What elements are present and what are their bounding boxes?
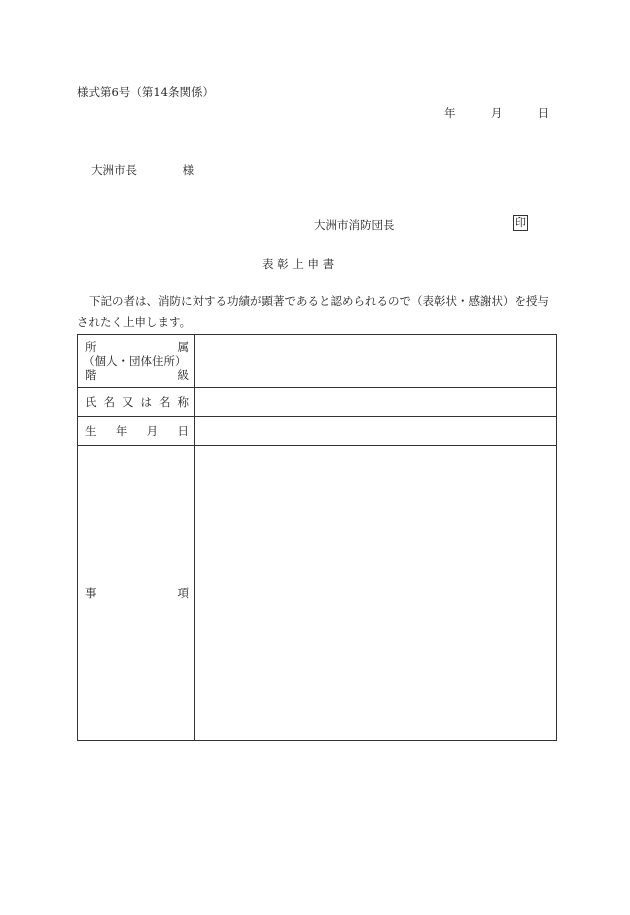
matters-label — [78, 446, 195, 741]
birthdate-label — [78, 417, 195, 446]
affiliation-label-left2: 階 — [85, 368, 97, 382]
body-text: 下記の者は、消防に対する功績が顕著であると認められるので（表彰状・感謝状）を授与されたく上申します。 — [77, 294, 549, 329]
document-title: 表 彰 上 申 書 — [262, 257, 335, 271]
name-label-char: は — [140, 395, 152, 409]
table-row-name — [78, 388, 557, 417]
matters-value-cell[interactable] — [195, 446, 557, 741]
name-value-cell[interactable] — [195, 388, 557, 417]
affiliation-value-cell[interactable] — [195, 335, 557, 388]
name-label-char: 又 — [122, 395, 134, 409]
affiliation-label — [78, 335, 195, 388]
date-day: 日 — [537, 106, 550, 120]
affiliation-label-right1: 属 — [177, 340, 189, 354]
matters-label-left: 事 — [85, 586, 97, 600]
matters-label-right: 項 — [177, 586, 189, 600]
affiliation-label-middle: （個人・団体住所） — [83, 354, 187, 368]
seal-mark: 印 — [515, 216, 526, 229]
name-label-char: 称 — [177, 395, 189, 409]
affiliation-label-right2: 級 — [177, 368, 189, 382]
addressee-honorific: 様 — [182, 163, 195, 177]
table-row-affiliation — [78, 335, 557, 388]
birthdate-label-char: 年 — [115, 424, 128, 438]
birthdate-value-cell[interactable] — [195, 417, 557, 446]
affiliation-label-left1: 所 — [85, 340, 97, 354]
table-row-matters — [78, 446, 557, 741]
addressee — [91, 162, 194, 178]
form-number: 様式第6号（第14条関係） — [77, 85, 214, 99]
date-month: 月 — [490, 106, 503, 120]
addressee-name: 大洲市長 — [91, 163, 137, 177]
date-year: 年 — [444, 106, 456, 120]
date-line — [444, 105, 549, 121]
name-label — [78, 388, 195, 417]
table-row-birthdate — [78, 417, 557, 446]
birthdate-label-char: 生 — [85, 424, 97, 438]
sender-title: 大洲市消防団長 — [314, 218, 395, 232]
birthdate-label-char: 月 — [146, 424, 159, 438]
name-label-char: 名 — [159, 395, 171, 409]
application-table — [77, 334, 557, 741]
name-label-char: 氏 — [85, 395, 97, 409]
birthdate-label-char: 日 — [177, 424, 189, 438]
name-label-char: 名 — [103, 395, 115, 409]
